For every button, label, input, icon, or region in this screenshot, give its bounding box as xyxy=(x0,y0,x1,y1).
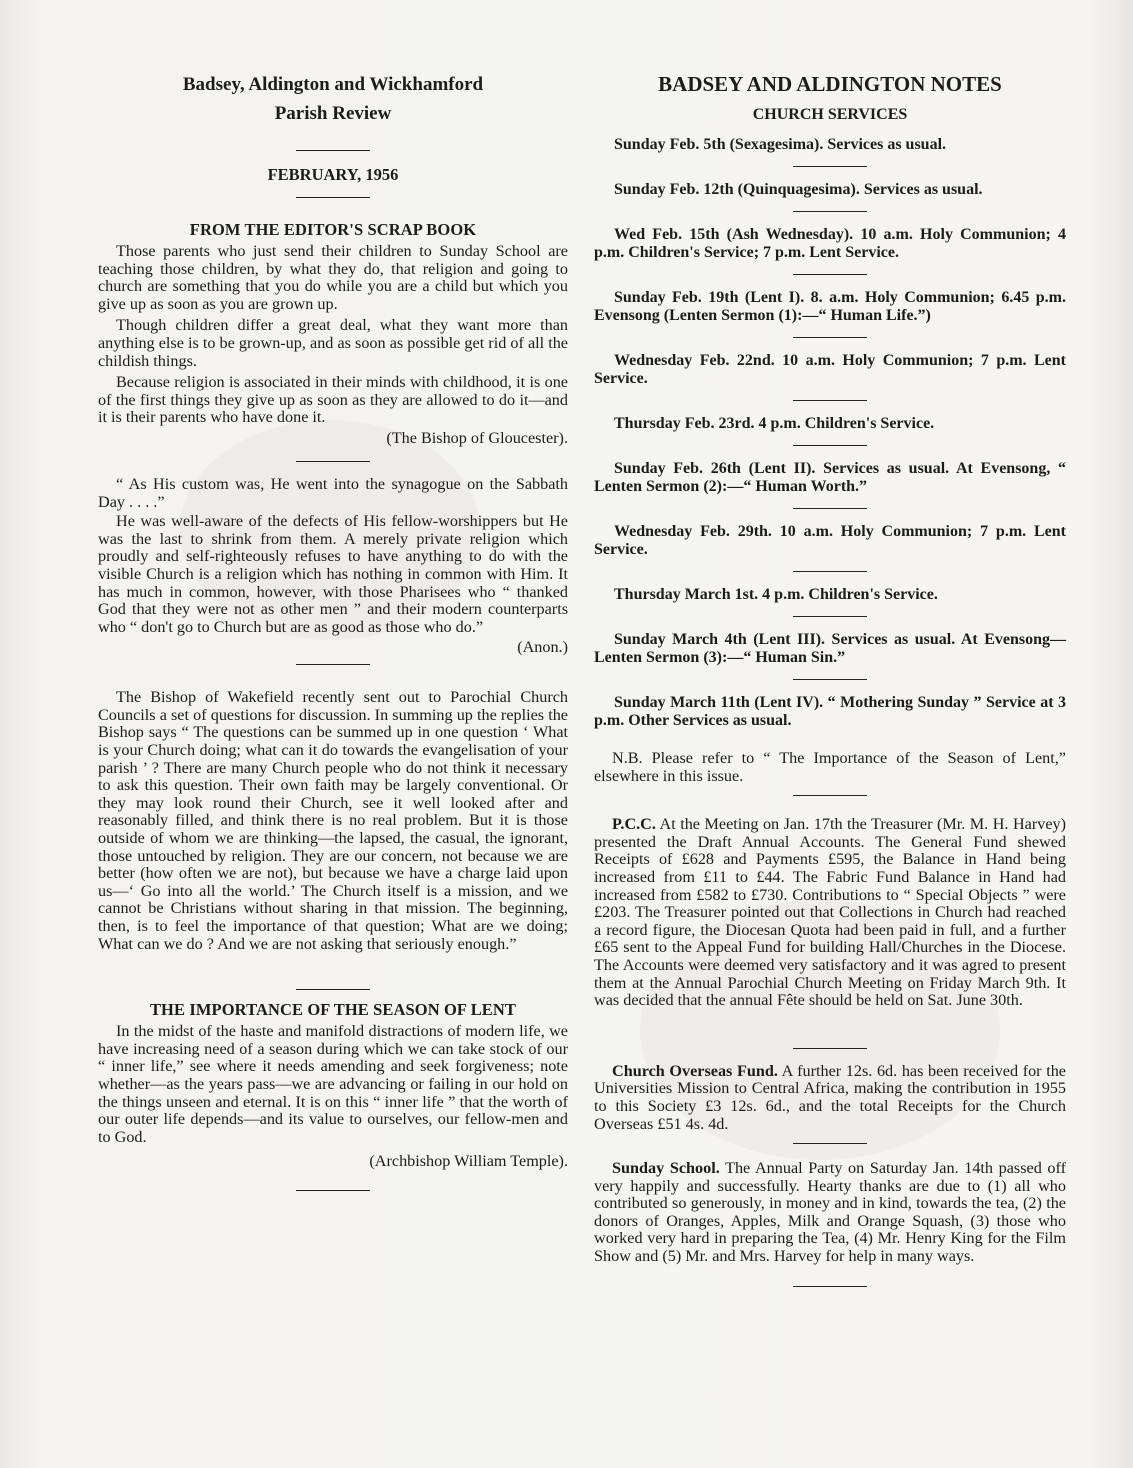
divider xyxy=(296,150,370,151)
divider xyxy=(793,795,867,796)
masthead xyxy=(98,72,568,126)
divider xyxy=(793,679,867,680)
service-entry: Thursday Feb. 23rd. 4 p.m. Children's Service. xyxy=(614,415,935,432)
wakefield-paragraph: The Bishop of Wakefield recently sent out to Parochial Church Councils a set of questions for discussion. In summing up the replies the Bishop says “ The questions can be summed up in one question ‘ What is your Church doing; what can it do towards the evangelisation of your parish ’ ? There are many Church people who do not think it necessary to ask this question. Their own faith may be largely conventional. Or they may look round their Church, see it well looked after and reasonably filled, and think there is no real problem. But it is those outside of whom we are thinking—the lapsed, the casual, the ignorant, those untouched by religion. They are our concern, not because we are better (how often we are not), but because we have a charge laid upon us—‘ Go into all the world.’ The Church itself is a mission, and we cannot be Christians without sharing in that mission. The beginning, then, is to feel the importance of that question; What are we doing; What can we do ? And we are not asking that seriously enough.” xyxy=(98,688,568,953)
lent-heading: THE IMPORTANCE OF THE SEASON OF LENT xyxy=(149,1000,517,1020)
divider xyxy=(296,1190,370,1191)
sunday-school-text: The Annual Party on Saturday Jan. 14th passed off very happily and successfully. Hearty thanks are due to (1) all who contributed so generously, in money and in kind, towards the tea, (2) the donors of Oranges, Apples, Milk and Orange Squash, (3) those who worked very hard in preparing the Tea, (4) Mr. Henry King for the Film Show and (5) Mr. and Mrs. Harvey for help in many ways. xyxy=(594,1159,1066,1266)
nb-note: N.B. Please refer to “ The Importance of the Season of Lent,” elsewhere in this issue. xyxy=(594,749,1066,785)
overseas-paragraph xyxy=(594,1063,1066,1133)
divider xyxy=(793,337,867,338)
scrap-paragraph: Those parents who just send their children to Sunday School are teaching those children, by what they do, that religion and going to church are something that you do while you are a child but which you give up as soon as you are grown up. xyxy=(98,242,568,313)
left-column xyxy=(98,72,568,1191)
service-entry: Sunday March 11th (Lent IV). “ Mothering Sunday ” Service at 3 p.m. Other Services as usual. xyxy=(594,694,1066,729)
divider xyxy=(793,1286,867,1287)
service-entry: Sunday Feb. 5th (Sexagesima). Services as usual. xyxy=(614,136,947,153)
notes-heading: BADSEY AND ALDINGTON NOTES xyxy=(658,72,1002,96)
divider xyxy=(793,445,867,446)
divider xyxy=(793,400,867,401)
divider xyxy=(793,1048,867,1049)
lent-paragraph: In the midst of the haste and manifold distractions of modern life, we have increasing need of a season during which we can take stock of our “ inner life,” see where it needs amending and seek forgiveness; note whether—as the years pass—we are advancing or failing in our hold on the things unseen and eternal. It is on this “ inner life ” that the worth of our outer life depends—and its value to ourselves, our fellow-men and to God. xyxy=(98,1022,568,1146)
service-entry: Sunday March 4th (Lent III). Services as usual. At Evensong—Lenten Sermon (3):—“ Human Sin.” xyxy=(594,631,1066,666)
pcc-lead: P.C.C. xyxy=(612,815,656,834)
overseas-text: A further 12s. 6d. has been received for the Universities Mission to Central Africa, making the contribution in 1955 to this Society £3 12s. 6d., and the total Receipts for the Church Overseas £51 4s. 4d. xyxy=(594,1061,1066,1133)
divider xyxy=(296,989,370,990)
service-entry: Wed Feb. 15th (Ash Wednesday). 10 a.m. Holy Communion; 4 p.m. Children's Service; 7 p.m. Lent Service. xyxy=(594,226,1066,261)
divider xyxy=(793,1143,867,1144)
scrap-attribution: (The Bishop of Gloucester). xyxy=(386,428,568,447)
scrap-book-heading: FROM THE EDITOR'S SCRAP BOOK xyxy=(189,220,477,239)
overseas-lead: Church Overseas Fund. xyxy=(612,1061,778,1080)
pcc-text: At the Meeting on Jan. 17th the Treasurer (Mr. M. H. Harvey) presented the Draft Annual Accounts. The General Fund shewed Receipts of £628 and Payments £595, the Balance in Hand being increased from £11 to £44. The Fabric Fund Balance in Hand had increased from £582 to £730. Contributions to “ Special Objects ” were £203. The Treasurer pointed out that Collections in Church had reached a record figure, the Diocesan Quota had been paid in full, and a further £65 sent to the Appeal Fund for building Hall/Churches in the Diocese. The Accounts were deemed very satisfactory and it was agred to present them at the Annual Parochial Church Meeting on Friday March 9th. It was decided that the annual Fête should be held on Sat. June 30th. xyxy=(594,815,1066,1010)
divider xyxy=(793,211,867,212)
service-entry: Wednesday Feb. 29th. 10 a.m. Holy Communion; 7 p.m. Lent Service. xyxy=(594,523,1066,558)
custom-paragraph: He was well-aware of the defects of His fellow-worshippers but He was the last to shrink from them. A merely private religion which proudly and self-righteously refuses to have anything to do with the visible Church is a religion which has nothing in common with Him. It has much in common, however, with those Pharisees who “ thanked God that they were not as other men ” and their modern counterparts who “ don't go to Church but are as good as those who do.” xyxy=(98,512,568,636)
service-entry: Sunday Feb. 26th (Lent II). Services as usual. At Evensong, “ Lenten Sermon (2):—“ Human Worth.” xyxy=(594,460,1066,495)
lent-attribution: (Archbishop William Temple). xyxy=(369,1152,568,1171)
service-entry: Sunday Feb. 19th (Lent I). 8. a.m. Holy Communion; 6.45 p.m. Evensong (Lenten Sermon (1):—“ Human Life.”) xyxy=(594,289,1066,324)
sunday-school-paragraph xyxy=(594,1160,1066,1266)
services-list xyxy=(594,136,1066,730)
scrap-paragraph: Because religion is associated in their minds with childhood, it is one of the first things they give up as soon as they are allowed to do it—and it is their parents who have done it. xyxy=(98,373,568,427)
divider xyxy=(296,197,370,198)
pcc-paragraph xyxy=(594,816,1066,1010)
church-services-heading: CHURCH SERVICES xyxy=(752,106,908,123)
divider xyxy=(793,616,867,617)
masthead-title: Badsey, Aldington and Wickhamford xyxy=(182,74,484,95)
scrap-paragraph: Though children differ a great deal, what they want more than anything else is to be grown-up, and as soon as possible get rid of all the childish things. xyxy=(98,316,568,370)
divider xyxy=(793,274,867,275)
divider xyxy=(793,508,867,509)
service-entry: Thursday March 1st. 4 p.m. Children's Service. xyxy=(614,586,938,603)
divider xyxy=(296,461,370,462)
divider xyxy=(793,571,867,572)
custom-attribution: (Anon.) xyxy=(517,638,568,657)
issue-date: FEBRUARY, 1956 xyxy=(267,165,399,184)
right-column xyxy=(594,72,1066,1287)
divider xyxy=(793,166,867,167)
masthead-subtitle: Parish Review xyxy=(274,103,392,124)
service-entry: Wednesday Feb. 22nd. 10 a.m. Holy Communion; 7 p.m. Lent Service. xyxy=(594,352,1066,387)
sunday-school-lead: Sunday School. xyxy=(612,1159,720,1178)
service-entry: Sunday Feb. 12th (Quinquagesima). Services as usual. xyxy=(614,181,983,198)
divider xyxy=(296,664,370,665)
custom-quote: “ As His custom was, He went into the synagogue on the Sabbath Day . . . .” xyxy=(98,474,568,511)
